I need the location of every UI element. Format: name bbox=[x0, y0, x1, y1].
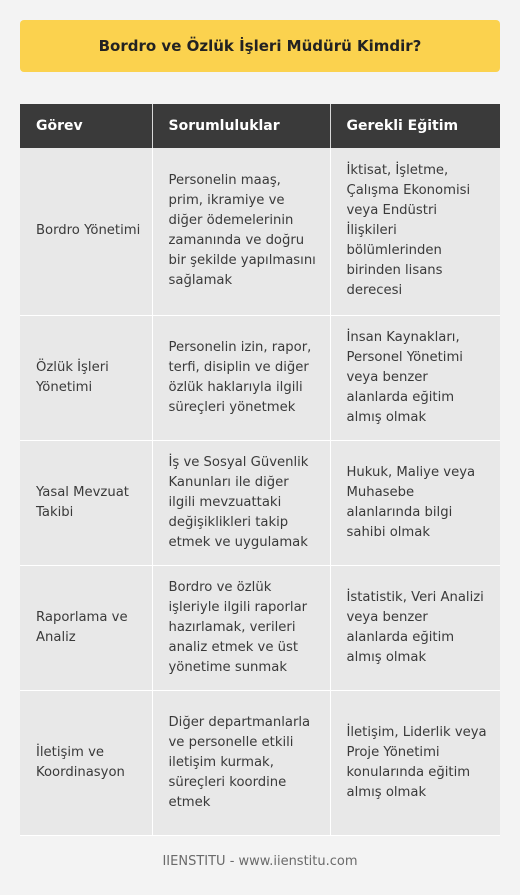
table-row bbox=[20, 440, 500, 565]
page-title: Bordro ve Özlük İşleri Müdürü Kimdir? bbox=[98, 37, 422, 55]
column-header-responsibilities: Sorumluluklar bbox=[152, 104, 330, 148]
task-cell: Yasal Mevzuat Takibi bbox=[20, 440, 152, 565]
table-row bbox=[20, 315, 500, 440]
education-cell: Hukuk, Maliye veya Muhasebe alanlarında bilgi sahibi olmak bbox=[330, 440, 500, 565]
responsibility-cell: Bordro ve özlük işleriyle ilgili raporlar hazırlamak, verileri analiz etmek ve üst yönetime sunmak bbox=[152, 565, 330, 690]
table-header-row bbox=[20, 104, 500, 148]
education-cell: İstatistik, Veri Analizi veya benzer alanlarda eğitim almış olmak bbox=[330, 565, 500, 690]
education-cell: İletişim, Liderlik veya Proje Yönetimi konularında eğitim almış olmak bbox=[330, 690, 500, 835]
task-cell: Raporlama ve Analiz bbox=[20, 565, 152, 690]
education-cell: İktisat, İşletme, Çalışma Ekonomisi veya Endüstri İlişkileri bölümlerinden birinden lisans derecesi bbox=[330, 148, 500, 315]
table-row bbox=[20, 148, 500, 315]
responsibility-cell: Personelin maaş, prim, ikramiye ve diğer ödemelerinin zamanında ve doğru bir şekilde yapılmasını sağlamak bbox=[152, 148, 330, 315]
table-row bbox=[20, 565, 500, 690]
responsibility-cell: Diğer departmanlarla ve personelle etkili iletişim kurmak, süreçleri koordine etmek bbox=[152, 690, 330, 835]
column-header-task: Görev bbox=[20, 104, 152, 148]
title-banner bbox=[20, 20, 500, 72]
footer-credit: IIENSTITU - www.iienstitu.com bbox=[162, 854, 358, 869]
task-cell: İletişim ve Koordinasyon bbox=[20, 690, 152, 835]
responsibility-cell: Personelin izin, rapor, terfi, disiplin ve diğer özlük haklarıyla ilgili süreçleri yönetmek bbox=[152, 315, 330, 440]
table-row bbox=[20, 690, 500, 835]
column-header-education: Gerekli Eğitim bbox=[330, 104, 500, 148]
education-cell: İnsan Kaynakları, Personel Yönetimi veya benzer alanlarda eğitim almış olmak bbox=[330, 315, 500, 440]
roles-table bbox=[20, 104, 500, 836]
task-cell: Bordro Yönetimi bbox=[20, 148, 152, 315]
responsibility-cell: İş ve Sosyal Güvenlik Kanunları ile diğer ilgili mevzuattaki değişiklikleri takip etmek ve uygulamak bbox=[152, 440, 330, 565]
task-cell: Özlük İşleri Yönetimi bbox=[20, 315, 152, 440]
